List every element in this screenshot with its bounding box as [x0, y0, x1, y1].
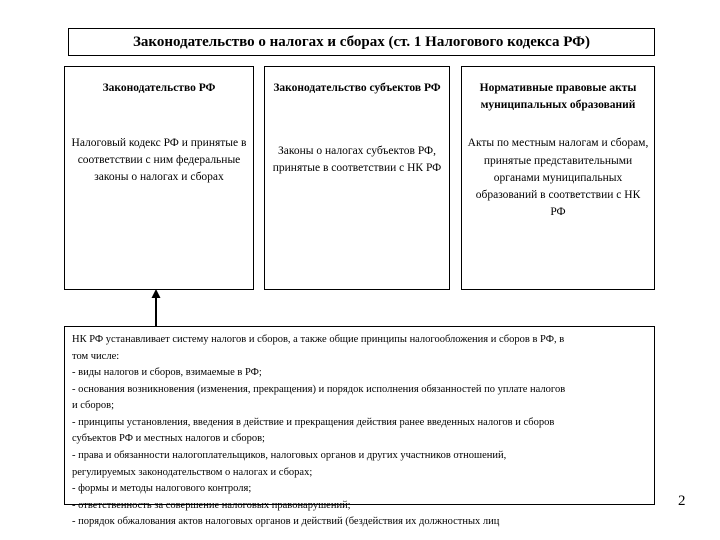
detail-line: том числе:: [72, 350, 120, 362]
detail-text-box: [64, 326, 655, 528]
category-box-municipal: [461, 66, 655, 290]
up-arrow-icon: [150, 289, 162, 327]
detail-line: - основания возникновения (изменения, прекращения) и порядок исполнения обязанностей по уплате налогов: [72, 383, 566, 395]
detail-line: субъектов РФ и местных налогов и сборов;: [72, 433, 265, 445]
detail-line: - формы и методы налогового контроля;: [72, 483, 252, 495]
category-box-regional: [264, 66, 450, 290]
detail-line: регулируемых законодательством о налогах и сборах;: [72, 466, 313, 478]
detail-line: - принципы установления, введения в действие и прекращения действия ранее введенных налогов и сборов: [72, 416, 555, 428]
category-header-municipal: Нормативные правовые акты муниципальных образований: [479, 82, 637, 111]
category-body-municipal: Акты по местным налогам и сборам, принятые представительными органами муниципальных образований в соответствии с НК РФ: [467, 137, 649, 219]
detail-line: - виды налогов и сборов, взимаемые в РФ;: [72, 367, 262, 379]
slide-title-box: [68, 28, 655, 56]
detail-line: - права и обязанности налогоплательщиков, налоговых органов и других участников отношений,: [72, 450, 507, 462]
category-body-regional: Законы о налогах субъектов РФ, принятые в соответствии с НК РФ: [272, 144, 442, 174]
category-header-regional: Законодательство субъектов РФ: [273, 82, 441, 94]
detail-line: - ответственность за совершение налоговых правонарушений;: [72, 499, 351, 511]
category-body-federal: Налоговый кодекс РФ и принятые в соответствии с ним федеральные законы о налогах и сборах: [71, 136, 247, 184]
detail-line: и сборов;: [72, 400, 114, 412]
category-box-federal: [64, 66, 254, 290]
page-number: 2: [678, 493, 686, 509]
page-title: Законодательство о налогах и сборах (ст. 1 Налогового кодекса РФ): [132, 33, 591, 50]
detail-line: НК РФ устанавливает систему налогов и сборов, а также общие принципы налогообложения и сборов в РФ, в: [72, 334, 565, 345]
category-header-federal: Законодательство РФ: [102, 82, 216, 94]
detail-line: - порядок обжалования актов налоговых органов и действий (бездействия их должностных лиц: [72, 516, 500, 528]
